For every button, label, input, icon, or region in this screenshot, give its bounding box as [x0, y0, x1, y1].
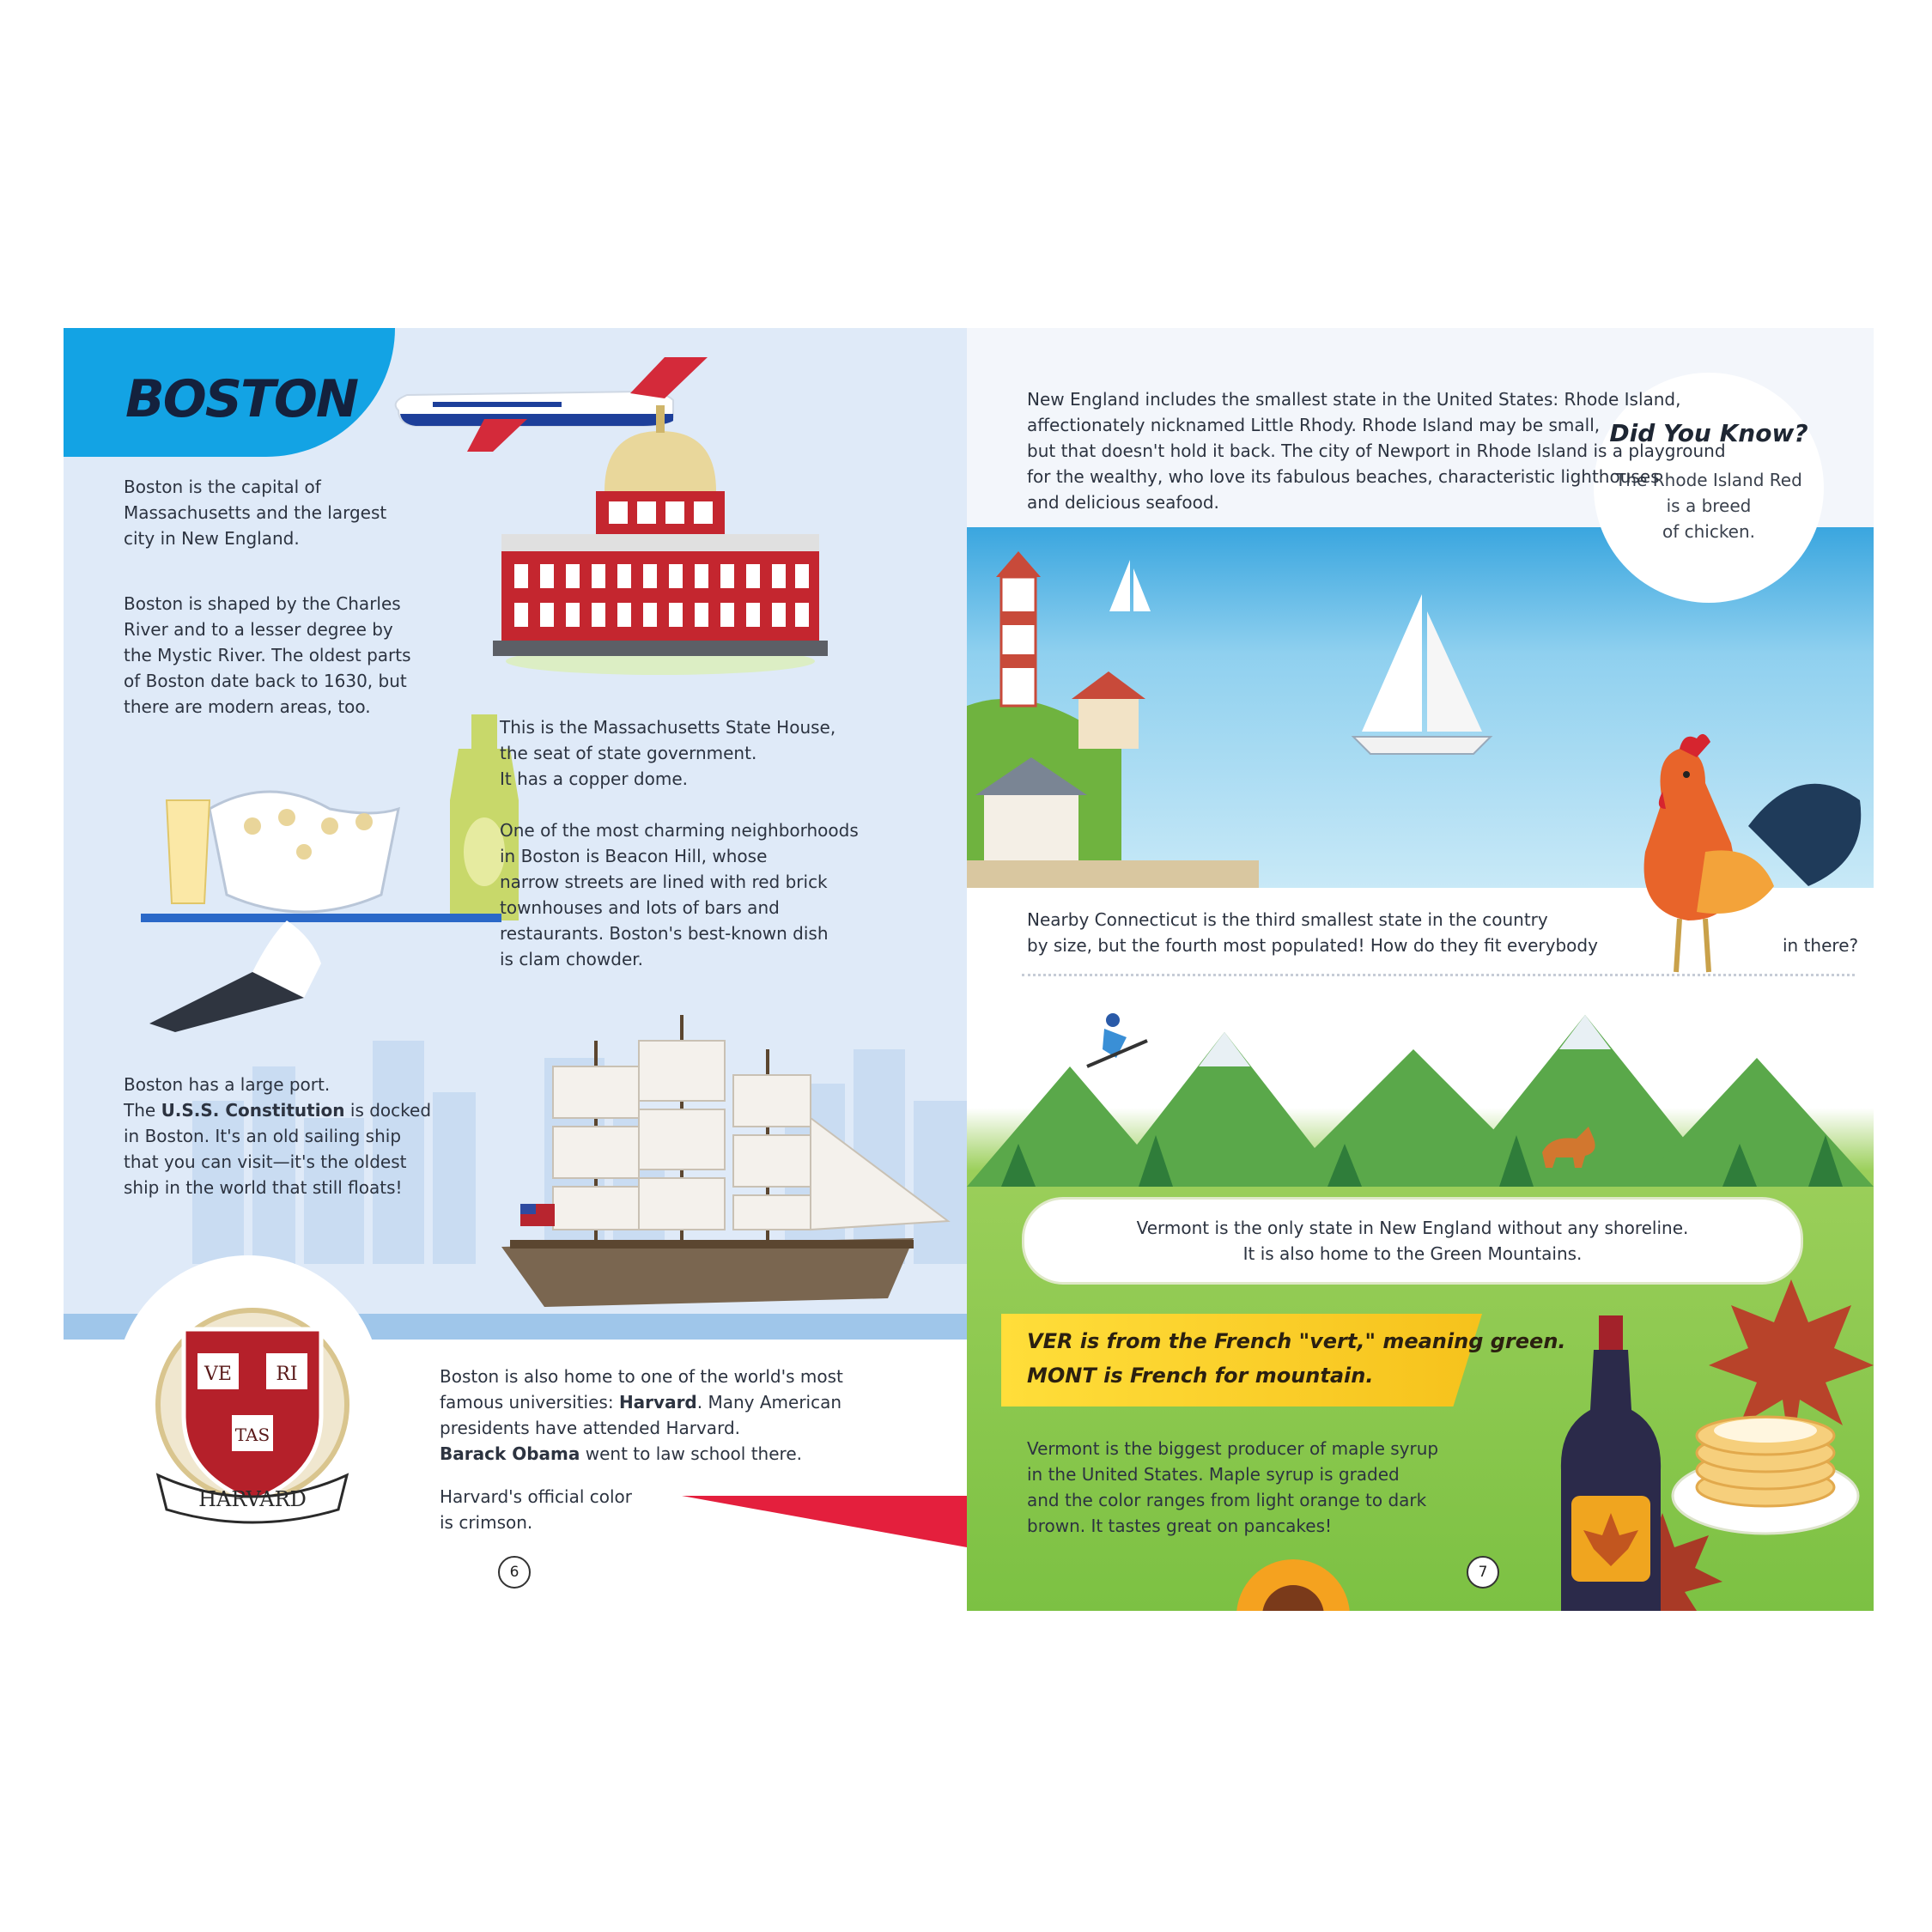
- clam-chowder-illustration: [115, 714, 544, 1075]
- did-you-know-title: Did You Know?: [1609, 419, 1808, 447]
- rhode-island-text: New England includes the smallest state in the United States: Rhode Island, affectionately nicknamed Little Rhody. Rhode Island may be small, but that doesn't hold it back. The city of Newport in Rhode Island is a playground for the wealthy, who love its fabulous beaches, characteristic lighthouses and delicious seafood.: [1027, 389, 1726, 513]
- rivers-text: Boston is shaped by the Charles River and to a lesser degree by the Mystic River. The oldest parts of Boston date back to 1630, but there are modern areas, too.: [124, 593, 411, 717]
- pancakes-icon: [1671, 1393, 1860, 1539]
- port-text: [124, 1072, 431, 1200]
- right-page: [967, 328, 1874, 1611]
- fox-icon: [1534, 1118, 1602, 1170]
- book-spread: [64, 328, 1874, 1611]
- crimson-ribbon: [682, 1496, 967, 1547]
- uss-constitution-bold: U.S.S. Constitution: [161, 1100, 345, 1121]
- state-house-text: This is the Massachusetts State House, the seat of state government. It has a copper dome.: [500, 717, 836, 789]
- sailboat-icon: [1345, 586, 1499, 775]
- sailing-ship-illustration: [484, 1015, 965, 1324]
- small-sailboat-icon: [1104, 560, 1156, 629]
- sunflower-icon: [1233, 1556, 1353, 1611]
- vermont-banner-text: Vermont is the only state in New England without any shoreline. It is also home to the Green Mountains.: [1136, 1218, 1689, 1264]
- seal-text-tas: TAS: [234, 1425, 270, 1445]
- seal-text-ri: RI: [276, 1364, 298, 1385]
- beacon-hill-text: One of the most charming neighborhoods in Boston is Beacon Hill, whose narrow streets are lined with red brick townhouses and lots of bars and restaurants. Boston's best-known dish is clam chowder.: [500, 820, 859, 969]
- maple-syrup-bottle-icon: [1559, 1315, 1662, 1611]
- obama-rest: went to law school there.: [580, 1443, 802, 1464]
- page-number-left: 6: [498, 1556, 531, 1589]
- connecticut-text: Nearby Connecticut is the third smallest state in the country by size, but the fourth most populated! How do they fit everybody: [1027, 909, 1598, 956]
- crimson-text: Harvard's official color is crimson.: [440, 1486, 632, 1533]
- maple-syrup-text: Vermont is the biggest producer of maple syrup in the United States. Maple syrup is graded and the color ranges from light orange to dark brown. It tastes great on pancakes!: [1027, 1438, 1439, 1536]
- harvard-seal-icon: [141, 1303, 364, 1527]
- state-house-illustration: [493, 397, 828, 680]
- harvard-bold: Harvard: [618, 1392, 697, 1413]
- port-the: The: [124, 1100, 161, 1121]
- port-rest: is docked in Boston. It's an old sailing ship that you can visit—it's the oldest ship in the world that still floats!: [124, 1100, 432, 1198]
- page-number-right: 7: [1467, 1556, 1499, 1589]
- page-title: BOSTON: [125, 369, 358, 429]
- left-page: [64, 328, 967, 1611]
- seal-text-ve: VE: [204, 1364, 232, 1385]
- ver-mont-text: VER is from the French "vert," meaning green. MONT is French for mountain.: [1027, 1329, 1566, 1388]
- port-line1: Boston has a large port.: [124, 1074, 331, 1095]
- harvard-pre: Boston is also home to one of the world's most famous universities:: [440, 1366, 843, 1413]
- obama-bold: Barack Obama: [440, 1443, 580, 1464]
- intro-text: Boston is the capital of Massachusetts and the largest city in New England.: [124, 477, 387, 549]
- vermont-banner: [1022, 1197, 1803, 1285]
- skier-icon: [1078, 1006, 1156, 1084]
- harvard-text: [440, 1364, 843, 1467]
- did-you-know-text: The Rhode Island Red is a breed of chicken.: [1615, 470, 1802, 542]
- seal-banner-text: HARVARD: [198, 1487, 307, 1511]
- connecticut-text-end: in there?: [1783, 935, 1859, 956]
- harvard-mid: . Many American presidents have attended Harvard.: [440, 1392, 842, 1438]
